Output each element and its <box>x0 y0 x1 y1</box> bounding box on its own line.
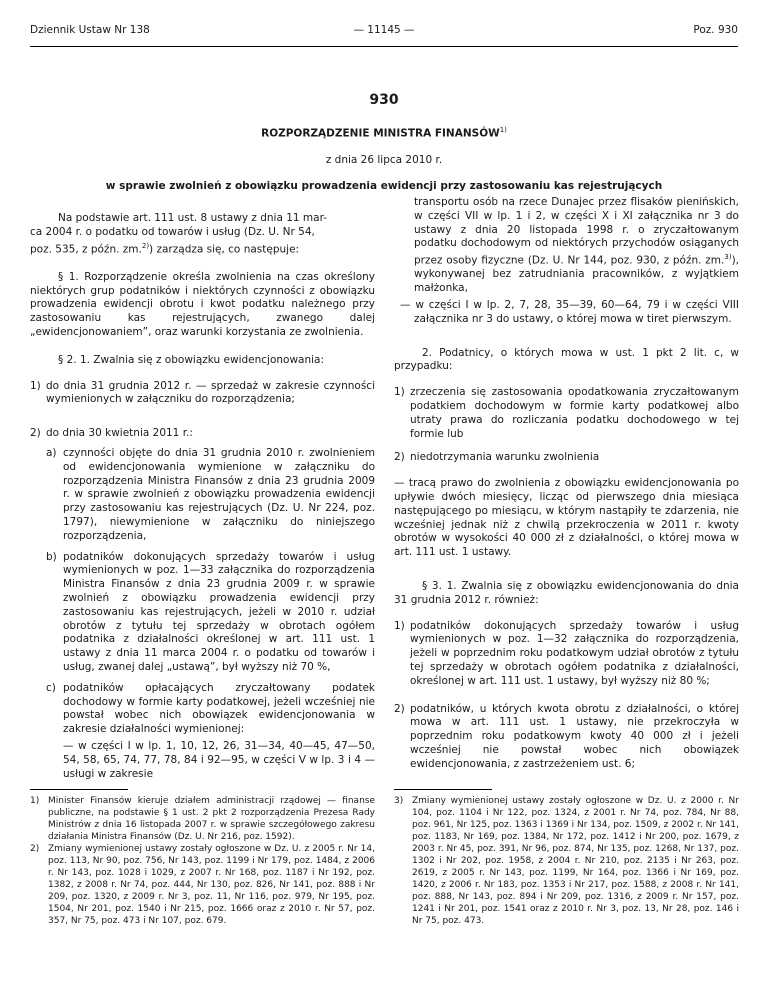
footnotes-right <box>394 795 739 927</box>
clause-2 <box>394 703 739 772</box>
item-2 <box>30 427 375 441</box>
paragraph-2: § 2. 1. Zwalnia się z obowiązku ewidencjonowania: <box>58 353 325 366</box>
journal-name: Dziennik Ustaw Nr 138 <box>30 24 150 36</box>
intro-line-1: Na podstawie art. 111 ust. 8 ustawy z dnia 11 mar- <box>58 212 328 224</box>
footnote-3 <box>394 795 739 927</box>
item-2c <box>30 682 375 737</box>
page-number: — 11145 — <box>353 24 415 36</box>
intro-paragraph <box>30 212 375 257</box>
footnote-rule-right <box>394 789 492 790</box>
clause-2-number: 2) <box>394 702 405 715</box>
footnote-rule-left <box>30 789 128 790</box>
right-column <box>394 196 739 772</box>
position-number: Poz. 930 <box>693 24 738 36</box>
item-2a <box>30 447 375 544</box>
act-title-footnote-ref: 1) <box>499 126 507 134</box>
dash-item-2: — w części I w lp. 2, 7, 28, 35—39, 60—64, 79 i w części VIII załącznika nr 3 do ustawy, o której mowa w tiret pierwszym. <box>400 299 739 325</box>
item-2a-letter: a) <box>46 447 57 460</box>
item-2b-text: podatników dokonujących sprzedaży towarów i usług wymienionych w poz. 1—33 załącznika do rozporządzenia Ministra Finansów z dnia 23 grudnia 2009 r. w sprawie zwolnień z obowiązku prowadzenia ewidencji przy zastosowaniu kas rejestrujących, jeżeli w 2010 r. udział obrotów z tytułu tej sprzedaży w obrotach ogółem podatnika z działalności określonej w art. 111 ust. 1 ustawy z dnia 11 marca 2004 r. o podatku od towarów i usług, zwanej dalej „ustawą”, był wyższy niż 70 %, <box>63 550 375 674</box>
case-2 <box>394 451 739 465</box>
footnote-3-text: Zmiany wymienionej ustawy zostały ogłoszone w Dz. U. z 2000 r. Nr 104, poz. 1104 i Nr 122, poz. 1324, z 2001 r. Nr 74, poz. 784, Nr 88, poz. 961, Nr 125, poz. 1363 i 1369 i Nr 134, poz. 1509, z 2002 r. Nr 141, poz. 1183, Nr 169, poz. 1384, Nr 172, poz. 1412 i Nr 200, poz. 1679, z 2003 r. Nr 45, poz. 391, Nr 96, poz. 874, Nr 135, poz. 1268, Nr 137, poz. 1302 i Nr 202, poz. 1958, z 2004 r. Nr 210, poz. 2135 i Nr 263, poz. 2619, z 2005 r. Nr 143, poz. 1199, Nr 164, poz. 1366 i Nr 169, poz. 1420, z 2006 r. Nr 183, poz. 1353 i Nr 217, poz. 1588, z 2008 r. Nr 141, poz. 888, Nr 143, poz. 894 i Nr 209, poz. 1316, z 2009 r. Nr 157, poz. 1241 i Nr 201, poz. 1541 oraz z 2010 r. Nr 3, poz. 13, Nr 28, poz. 146 i Nr 75, poz. 473. <box>412 796 739 926</box>
item-2c-text: podatników opłacających zryczałtowany podatek dochodowy w formie karty podatkowej, jeżeli wcześniej nie powstał wobec nich obowiązek ewidencjonowania w zakresie działalności wymienionej: <box>63 681 375 736</box>
item-1 <box>30 380 375 408</box>
intro-line-3-end: ) zarządza się, co następuje: <box>149 243 300 256</box>
item-2b-letter: b) <box>46 550 57 563</box>
paragraph-3: 2. Podatnicy, o których mowa w ust. 1 pkt 2 lit. c, w przypadku: <box>394 346 739 373</box>
act-number: 930 <box>369 92 399 108</box>
act-title-text: ROZPORZĄDZENIE MINISTRA FINANSÓW <box>261 127 500 140</box>
clause-1 <box>394 620 739 689</box>
header-rule <box>30 46 738 47</box>
paragraph-4: — tracą prawo do zwolnienia z obowiązku ewidencjonowania po upływie dwóch miesięcy, licząc od pierwszego dnia miesiąca następującego po miesiącu, w którym nastąpiły te zdarzenia, nie wcześniej jednak niż z chwilą przekroczenia w 2011 r. kwoty obrotów w wysokości 40 000 zł z działalności, o której mowa w art. 111 ust. 1 ustawy. <box>394 477 739 559</box>
footnote-3-marker: 3) <box>394 796 404 806</box>
case-2-text: niedotrzymania warunku zwolnienia <box>410 451 600 464</box>
case-1 <box>394 386 739 441</box>
paragraph-1: § 1. Rozporządzenie określa zwolnienia na czas określony niektórych grup podatników i niektórych czynności z obowiązku prowadzenia ewidencji obrotu i kwot podatku należnego przy zastosowaniu kas rejestrujących, zwanego dalej „ewidencjonowaniem”, oraz warunki korzystania ze zwolnienia. <box>30 270 375 339</box>
footnote-1-text: Minister Finansów kieruje działem administracji rządowej — finanse publiczne, na podstawie § 1 ust. 2 pkt 2 rozporządzenia Prezesa Rady Ministrów z dnia 16 listopada 2007 r. w sprawie szczegółowego zakresu działania Ministra Finansów (Dz. U. Nr 216, poz. 1592). <box>48 796 375 842</box>
left-column <box>30 212 375 781</box>
clause-1-text: podatników dokonujących sprzedaży towarów i usług wymienionych w poz. 1—32 załącznika do rozporządzenia, jeżeli w poprzednim roku podatkowym udział obrotów z tytułu tej sprzedaży w obrotach ogółem podatnika z działalności, określonej w art. 111 ust. 1 ustawy, był wyższy niż 80 %; <box>410 619 739 687</box>
footnote-2-marker: 2) <box>30 844 40 854</box>
footnote-1-marker: 1) <box>30 796 40 806</box>
act-subject: w sprawie zwolnień z obowiązku prowadzenia ewidencji przy zastosowaniu kas rejestrujących <box>105 180 663 192</box>
footnote-1 <box>30 795 375 843</box>
clause-2-text: podatników, u których kwota obrotu z działalności, o której mowa w art. 111 ust. 1 ustawy, nie przekroczyła w poprzednim roku podatkowym kwoty 40 000 zł i jeżeli wcześniej nie powstał wobec nich obowiązek ewidencjonowania, z zastrzeżeniem ust. 6; <box>410 702 739 770</box>
item-1-number: 1) <box>30 379 41 392</box>
dash-item-1-cont-end: ), wykonywanej bez zatrudniania pracowników, z wyjątkiem małżonka, <box>414 254 739 295</box>
intro-line-3: poz. 535, z późn. zm. <box>30 243 142 256</box>
cont-footnote-ref: 3) <box>724 253 732 262</box>
dash-item-1-continued <box>394 196 739 296</box>
footnotes-left <box>30 795 375 927</box>
dash-item-1-cont-text: transportu osób na rzece Dunajec przez flisaków pienińskich, w części VII w lp. 1 i 2, w części X i XI załącznika nr 3 do ustawy z dnia 20 listopada 1998 r. o zryczałtowanym podatku dochodowym od niektórych przychodów osiąganych przez osoby fizyczne (Dz. U. Nr 144, poz. 930, z późn. zm. <box>414 196 739 267</box>
item-2a-text: czynności objęte do dnia 31 grudnia 2010 r. zwolnieniem od ewidencjonowania wymienione w załączniku do rozporządzenia Ministra Finansów z dnia 23 grudnia 2009 r. w sprawie zwolnień z obowiązku prowadzenia ewidencji przy zastosowaniu kas rejestrujących (Dz. U. Nr 224, poz. 1797), niewymienione w załączniku do niniejszego rozporządzenia, <box>63 447 375 542</box>
act-title <box>0 126 768 140</box>
case-1-text: zrzeczenia się zastosowania opodatkowania zryczałtowanym podatkiem dochodowym w formie karty podatkowej albo utraty prawa do rozliczania podatku dochodowego w tej formie lub <box>410 386 739 440</box>
intro-line-2: ca 2004 r. o podatku od towarów i usług (Dz. U. Nr 54, <box>30 225 315 238</box>
item-2-text: do dnia 30 kwietnia 2011 r.: <box>46 427 193 440</box>
clause-1-number: 1) <box>394 619 405 632</box>
item-2c-letter: c) <box>46 681 56 694</box>
intro-footnote-ref: 2) <box>141 241 150 250</box>
paragraph-5: § 3. 1. Zwalnia się z obowiązku ewidencjonowania do dnia 31 grudnia 2012 r. również: <box>394 580 739 606</box>
footnote-2 <box>30 843 375 927</box>
dash-item-1: — w części I w lp. 1, 10, 12, 26, 31—34, 40—45, 47—50, 54, 58, 65, 74, 77, 78, 84 i 92—95, w części V w lp. 3 i 4 — usługi w zakresie <box>63 740 375 780</box>
act-date: z dnia 26 lipca 2010 r. <box>325 154 443 166</box>
item-1-text: do dnia 31 grudnia 2012 r. — sprzedaż w zakresie czynności wymienionych w załączniku do rozporządzenia; <box>46 379 375 406</box>
footnote-2-text: Zmiany wymienionej ustawy zostały ogłoszone w Dz. U. z 2005 r. Nr 14, poz. 113, Nr 90, poz. 756, Nr 143, poz. 1199 i Nr 179, poz. 1484, z 2006 r. Nr 143, poz. 1028 i 1029, z 2007 r. Nr 168, poz. 1187 i Nr 192, poz. 1382, z 2008 r. Nr 74, poz. 444, Nr 130, poz. 826, Nr 141, poz. 888 i Nr 209, poz. 1320, z 2009 r. Nr 3, poz. 11, Nr 116, poz. 979, Nr 195, poz. 1504, Nr 201, poz. 1540 i Nr 215, poz. 1666 oraz z 2010 r. Nr 57, poz. 357, Nr 75, poz. 473 i Nr 107, poz. 679. <box>48 844 375 926</box>
case-2-number: 2) <box>394 451 405 464</box>
item-2-number: 2) <box>30 427 41 440</box>
item-2b <box>30 551 375 675</box>
case-1-number: 1) <box>394 386 405 399</box>
